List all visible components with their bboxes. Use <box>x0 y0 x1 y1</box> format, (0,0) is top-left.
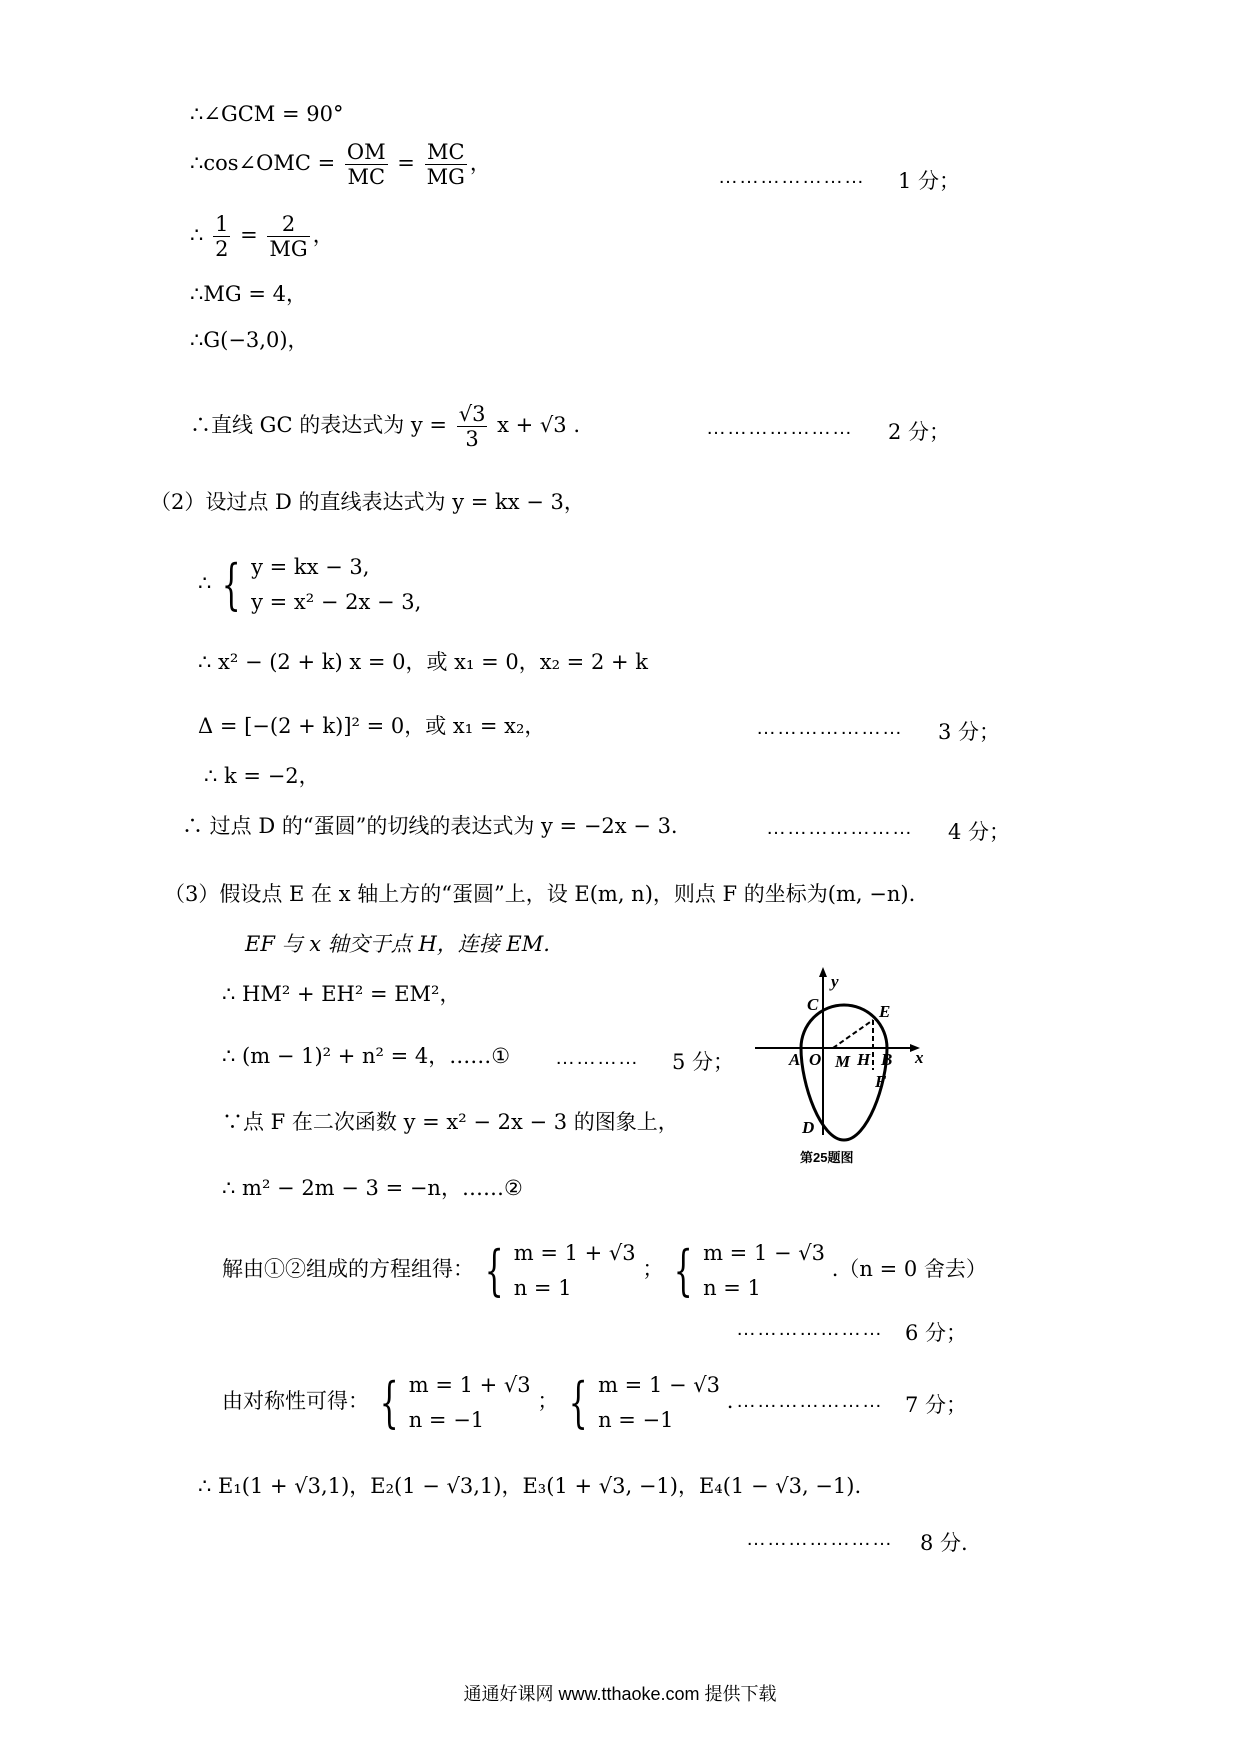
part2-system <box>198 550 421 619</box>
frac-den: MG <box>426 165 465 190</box>
part3-point-f: ∵点 F 在二次函数 y = x² − 2x − 3 的图象上， <box>222 1110 679 1134</box>
solution-1 <box>514 1236 636 1305</box>
label-d: D <box>802 1118 815 1137</box>
label-m: M <box>835 1052 851 1071</box>
symmetry-prefix: 由对称性可得： <box>222 1389 369 1414</box>
score-dots: ………………… <box>718 166 865 188</box>
part3-pythagoras: ∴ HM² + EH² = EM²， <box>222 982 461 1006</box>
equation-system <box>251 550 421 619</box>
solution-n: n = 1 <box>703 1275 761 1300</box>
egg-circle-figure <box>755 965 925 1165</box>
label-b: B <box>881 1050 893 1069</box>
brace-icon: { <box>673 1238 693 1302</box>
score-6: 6 分； <box>905 1321 968 1345</box>
label-f: F <box>875 1072 887 1091</box>
equals: = <box>240 223 258 248</box>
score-3: 3 分； <box>938 720 1001 744</box>
part2-discriminant: Δ = [−(2 + k)]² = 0，或 x₁ = x₂， <box>198 714 546 738</box>
score-dots: ………………… <box>746 1528 893 1550</box>
frac-den: 2 <box>215 237 229 262</box>
figure-caption: 第25题图 <box>800 1150 854 1165</box>
fraction-two-mg <box>267 212 309 261</box>
frac-den: MG <box>269 237 308 262</box>
figure-svg <box>755 965 925 1165</box>
score-4: 4 分； <box>948 820 1011 844</box>
frac-den: MC <box>347 165 386 190</box>
line-cos-omc <box>190 140 491 189</box>
line-point-g: ∴G(−3,0)， <box>190 328 309 352</box>
label-y: y <box>831 972 839 991</box>
score-2: 2 分； <box>888 420 951 444</box>
fraction-mc-mg <box>425 140 467 189</box>
fraction-one-half <box>213 212 230 261</box>
brace-icon: { <box>568 1370 588 1434</box>
brace-icon: { <box>221 552 241 616</box>
footer: 通通好课网 www.tthaoke.com 提供下载 <box>463 1684 777 1704</box>
part2-k: ∴ k = −2， <box>204 764 320 788</box>
therefore: ∴ <box>198 571 212 596</box>
frac-num: MC <box>425 140 467 165</box>
equals: = <box>397 151 415 176</box>
label-a: A <box>789 1050 801 1069</box>
score-1: 1 分； <box>898 169 961 193</box>
label-o: O <box>809 1050 822 1069</box>
score-dots: ………………… <box>756 717 903 739</box>
part3-points: ∴ E₁(1 + √3,1)，E₂(1 − √3,1)，E₃(1 + √3, −1)，E₄(1 − √3, −1). <box>198 1474 862 1498</box>
brace-icon: { <box>379 1370 399 1434</box>
period: . <box>726 1389 734 1414</box>
gc-prefix: ∴直线 GC 的表达式为 y = <box>190 413 448 438</box>
solution-3 <box>409 1368 531 1437</box>
solution-4 <box>598 1368 720 1437</box>
gc-suffix: x + √3 . <box>497 413 581 438</box>
separator: ； <box>537 1389 559 1414</box>
solutions-note: .（n = 0 舍去） <box>831 1257 987 1282</box>
part3-eq2: ∴ m² − 2m − 3 = −n，……② <box>222 1176 523 1200</box>
frac-den: 3 <box>465 427 479 452</box>
frac-num: √3 <box>458 402 486 426</box>
solutions-prefix: 解由①②组成的方程组得： <box>222 1257 474 1282</box>
segment-em <box>833 1020 873 1048</box>
cos-prefix: ∴cos∠OMC = <box>190 151 336 176</box>
solution-m: m = 1 + √3 <box>513 1241 636 1265</box>
frac-num: 2 <box>267 212 309 237</box>
fraction-sqrt3-3 <box>457 402 488 451</box>
line-mg: ∴MG = 4， <box>190 282 307 306</box>
part3-intro: （3）假设点 E 在 x 轴上方的“蛋圆”上，设 E(m, n)，则点 F 的坐标为(m, −n). <box>164 882 916 906</box>
score-8: 8 分. <box>920 1531 968 1555</box>
separator: ； <box>642 1257 664 1282</box>
solution-2 <box>703 1236 825 1305</box>
frac-num: 1 <box>215 212 229 236</box>
solution-m: m = 1 + √3 <box>408 1373 531 1397</box>
score-dots: ………………… <box>706 417 853 439</box>
comma: ， <box>469 151 491 176</box>
score-dots: ………… <box>555 1047 639 1069</box>
score-dots: ………………… <box>736 1318 883 1340</box>
fraction-om-mc <box>345 140 388 189</box>
solution-n: n = −1 <box>598 1407 674 1432</box>
part3-eq1: ∴ (m − 1)² + n² = 4，……① <box>222 1044 511 1068</box>
part3-symmetry <box>222 1368 733 1437</box>
score-dots: ………………… <box>766 817 913 839</box>
line-gc-expression <box>190 402 580 451</box>
line-ratio <box>190 212 334 261</box>
solution-n: n = 1 <box>513 1275 572 1300</box>
label-h: H <box>857 1050 871 1069</box>
label-e: E <box>879 1002 891 1021</box>
therefore: ∴ <box>190 223 204 248</box>
system-eq-2: y = x² − 2x − 3, <box>251 589 422 614</box>
frac-num: OM <box>346 140 386 164</box>
part2-intro: （2）设过点 D 的直线表达式为 y = kx − 3， <box>150 490 585 514</box>
solution-m: m = 1 − √3 <box>598 1373 720 1397</box>
part3-solutions <box>222 1236 987 1305</box>
score-dots: ………………… <box>736 1390 883 1412</box>
brace-icon: { <box>484 1238 504 1302</box>
part2-roots: ∴ x² − (2 + k) x = 0，或 x₁ = 0，x₂ = 2 + k <box>198 650 648 674</box>
line-angle-gcm: ∴∠GCM = 90° <box>190 102 344 126</box>
comma: ， <box>312 223 334 248</box>
score-7: 7 分； <box>905 1393 968 1417</box>
label-x: x <box>915 1048 924 1067</box>
part2-tangent: ∴ 过点 D 的“蛋圆”的切线的表达式为 y = −2x − 3. <box>182 814 678 838</box>
system-eq-1: y = kx − 3, <box>251 555 370 579</box>
part3-ef: EF 与 x 轴交于点 H，连接 EM. <box>245 932 550 956</box>
label-c: C <box>807 995 819 1014</box>
score-5: 5 分； <box>672 1050 735 1074</box>
y-axis-arrow-icon <box>819 967 827 977</box>
solution-n: n = −1 <box>408 1407 485 1432</box>
solution-m: m = 1 − √3 <box>703 1241 825 1265</box>
